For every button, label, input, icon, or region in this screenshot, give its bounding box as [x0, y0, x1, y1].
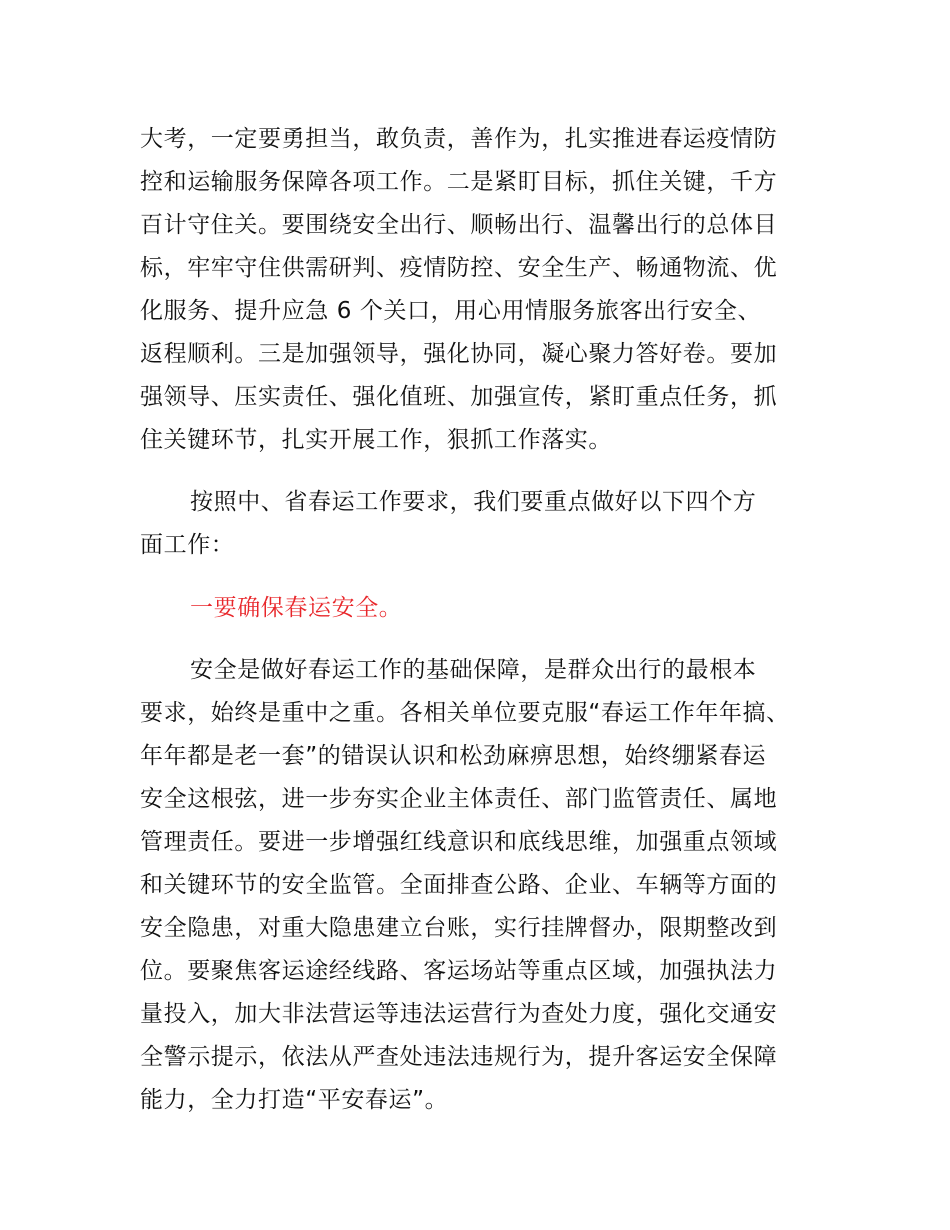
text-line: 强领导、压实责任、强化值班、加强宣传，紧盯重点任务，抓	[140, 384, 778, 410]
text-line: 和关键环节的安全监管。全面排查公路、企业、车辆等方面的	[140, 872, 778, 898]
text-line: 安全是做好春运工作的基础保障，是群众出行的最根本	[190, 657, 757, 683]
text-line: 位。要聚焦客运途经线路、客运场站等重点区域，加强执法力	[140, 958, 778, 984]
paragraph-safety	[140, 649, 820, 1122]
text-line: 化服务、提升应急 6 个关口，用心用情服务旅客出行安全、	[140, 298, 762, 324]
text-line: 百计守住关。要围绕安全出行、顺畅出行、温馨出行的总体目	[140, 212, 778, 238]
section-heading	[140, 587, 820, 630]
text-line: 量投入，加大非法营运等违法运营行为查处力度，强化交通安	[140, 1001, 778, 1027]
text-line: 安全这根弦，进一步夯实企业主体责任、部门监管责任、属地	[140, 786, 778, 812]
text-line: 住关键环节，扎实开展工作，狠抓工作落实。	[140, 427, 612, 453]
text-line: 管理责任。要进一步增强红线意识和底线思维，加强重点领域	[140, 829, 778, 855]
text-line: 标，牢牢守住供需研判、疫情防控、安全生产、畅通物流、优	[140, 255, 778, 281]
text-line: 安全隐患，对重大隐患建立台账，实行挂牌督办，限期整改到	[140, 915, 778, 941]
text-line: 全警示提示，依法从严查处违法违规行为，提升客运安全保障	[140, 1044, 778, 1070]
text-line: 年年都是老一套”的错误认识和松劲麻痹思想，始终绷紧春运	[140, 743, 767, 769]
paragraph-continued	[140, 118, 820, 462]
text-line: 按照中、省春运工作要求，我们要重点做好以下四个方	[190, 489, 757, 515]
text-line: 大考，一定要勇担当，敢负责，善作为，扎实推进春运疫情防	[140, 126, 778, 152]
section-heading-text: 一要确保春运安全。	[190, 595, 403, 621]
text-line: 能力，全力打造“平安春运”。	[140, 1087, 449, 1113]
paragraph-intro	[140, 481, 820, 567]
text-line: 要求，始终是重中之重。各相关单位要克服“春运工作年年搞、	[140, 700, 790, 726]
text-line: 控和运输服务保障各项工作。二是紧盯目标，抓住关键，千方	[140, 169, 778, 195]
text-line: 返程顺利。三是加强领导，强化协同，凝心聚力答好卷。要加	[140, 341, 778, 367]
text-line: 面工作：	[140, 532, 235, 558]
